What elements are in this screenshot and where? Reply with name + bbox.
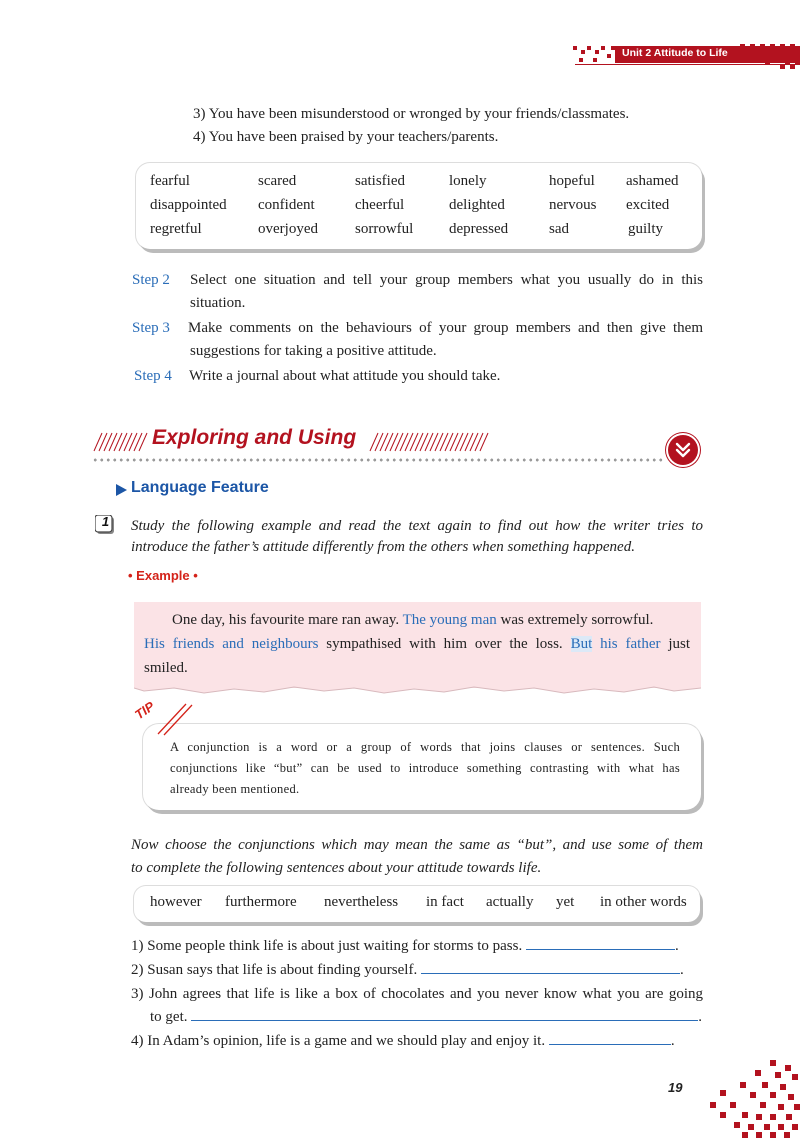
corner-checker-pattern bbox=[700, 1060, 800, 1138]
title-hatch-left bbox=[92, 432, 148, 452]
emotion-word: nervous bbox=[549, 196, 597, 213]
example-sentence-1: One day, his favourite mare ran away. bbox=[172, 612, 400, 628]
emotion-word: sad bbox=[549, 220, 569, 237]
emotion-word-table bbox=[150, 169, 678, 241]
conjunction-word: nevertheless bbox=[324, 894, 399, 910]
task-number: 1 bbox=[101, 514, 110, 529]
sentence-3-cont: to get. . bbox=[150, 1006, 702, 1028]
emotion-word: excited bbox=[626, 196, 670, 213]
example-subject-father: his father bbox=[600, 636, 661, 652]
example-box-torn-edge bbox=[134, 684, 701, 694]
page-number: 19 bbox=[668, 1080, 683, 1095]
header-checker-pattern bbox=[740, 44, 800, 74]
emotion-row bbox=[150, 193, 678, 217]
emotion-word: satisfied bbox=[355, 172, 405, 189]
example-subject-friends: His friends and neighbours bbox=[144, 636, 319, 652]
example-line-3: smiled. bbox=[144, 660, 188, 676]
title-hatch-right bbox=[368, 432, 492, 452]
section-dotted-rule bbox=[92, 458, 664, 462]
task-1-instruction: Study the following example and read the text again to find out how the writer tries to bbox=[131, 518, 703, 534]
tip-slash-decoration bbox=[154, 702, 194, 736]
sentence-4-blank[interactable] bbox=[549, 1030, 671, 1045]
step-4-label: Step 4 bbox=[134, 368, 172, 384]
emotion-word: depressed bbox=[449, 220, 509, 237]
situation-4: 4) You have been praised by your teachers/parents. bbox=[193, 129, 499, 145]
step-3-text-cont: suggestions for taking a positive attitude. bbox=[190, 343, 437, 359]
emotion-row bbox=[150, 169, 678, 193]
tip-line-1: A conjunction is a word or a group of words that joins clauses or sentences. Such bbox=[170, 740, 680, 754]
task-1-instruction-cont: introduce the father’s attitude differently from the others when something happened. bbox=[131, 539, 635, 555]
sentence-3-text-cont: to get. bbox=[150, 1009, 188, 1025]
unit-title: Unit 2 Attitude to Life bbox=[622, 47, 728, 59]
sentence-3-text: 3) John agrees that life is like a box of chocolates and you never know what you are going bbox=[131, 986, 703, 1002]
emotion-word: lonely bbox=[449, 172, 487, 189]
tip-label: TIP bbox=[132, 698, 158, 723]
double-chevron-down-icon bbox=[673, 440, 693, 460]
tip-line-2: conjunctions like “but” can be used to introduce something contrasting with what has bbox=[170, 761, 680, 775]
step-2-label: Step 2 bbox=[132, 272, 170, 288]
conjunction-word: furthermore bbox=[225, 894, 297, 910]
conjunction-word: actually bbox=[486, 894, 534, 910]
emotion-word: overjoyed bbox=[258, 220, 318, 237]
example-line-1 bbox=[172, 609, 653, 631]
step-2-text: Select one situation and tell your group members what you usually do in this bbox=[190, 272, 703, 288]
conjunction-word: in other words bbox=[600, 894, 687, 910]
sentence-2-blank[interactable] bbox=[421, 959, 680, 974]
example-label: • Example • bbox=[128, 568, 198, 583]
step-2-text-cont: situation. bbox=[190, 295, 246, 311]
emotion-word: cheerful bbox=[355, 196, 405, 213]
step-4-text: Write a journal about what attitude you should take. bbox=[189, 368, 501, 384]
triangle-bullet-icon bbox=[115, 484, 127, 496]
tip-text bbox=[170, 737, 680, 800]
sentence-4-text: 4) In Adam’s opinion, life is a game and we should play and enjoy it. bbox=[131, 1033, 546, 1049]
instruction-2: Now choose the conjunctions which may mean the same as “but”, and use some of them bbox=[131, 837, 703, 853]
sentence-2: 2) Susan says that life is about finding yourself. . bbox=[131, 959, 684, 981]
sentence-4: 4) In Adam’s opinion, life is a game and we should play and enjoy it. . bbox=[131, 1030, 675, 1052]
emotion-word: guilty bbox=[628, 220, 664, 237]
example-sentence-4: just bbox=[668, 636, 691, 652]
emotion-word: scared bbox=[258, 172, 297, 189]
sentence-1-text: 1) Some people think life is about just waiting for storms to pass. bbox=[131, 938, 523, 954]
situation-3: 3) You have been misunderstood or wronged by your friends/classmates. bbox=[193, 106, 630, 122]
emotion-word: sorrowful bbox=[355, 220, 414, 237]
emotion-word: fearful bbox=[150, 172, 190, 189]
sentence-3-blank[interactable] bbox=[191, 1006, 698, 1021]
section-title: Exploring and Using bbox=[152, 426, 357, 449]
emotion-word: hopeful bbox=[549, 172, 595, 189]
example-subject-young-man: The young man bbox=[402, 612, 497, 628]
step-3-text: Make comments on the behaviours of your group members and then give them bbox=[188, 320, 703, 336]
header-decoration-left bbox=[565, 44, 617, 66]
example-sentence-2: was extremely sorrowful. bbox=[500, 612, 654, 628]
emotion-word: confident bbox=[258, 196, 315, 213]
conjunction-word: in fact bbox=[426, 894, 464, 910]
sentence-2-text: 2) Susan says that life is about finding yourself. bbox=[131, 962, 418, 978]
example-sentence-3: sympathised with him over the loss. bbox=[326, 636, 563, 652]
emotion-word: disappointed bbox=[150, 196, 227, 213]
conjunction-word: yet bbox=[556, 894, 575, 910]
example-line-2 bbox=[144, 633, 690, 655]
emotion-word: delighted bbox=[449, 196, 505, 213]
sentence-1: 1) Some people think life is about just waiting for storms to pass. . bbox=[131, 935, 679, 957]
language-feature-heading: Language Feature bbox=[131, 479, 269, 496]
emotion-row bbox=[150, 217, 678, 241]
emotion-word: regretful bbox=[150, 220, 202, 237]
step-3-label: Step 3 bbox=[132, 320, 170, 336]
instruction-2-cont: to complete the following sentences about your attitude towards life. bbox=[131, 860, 542, 876]
tip-line-3: already been mentioned. bbox=[170, 782, 300, 796]
example-conjunction-but: But bbox=[570, 636, 593, 652]
sentence-1-blank[interactable] bbox=[526, 935, 675, 950]
conjunction-word: however bbox=[150, 894, 202, 910]
emotion-word: ashamed bbox=[626, 172, 679, 189]
